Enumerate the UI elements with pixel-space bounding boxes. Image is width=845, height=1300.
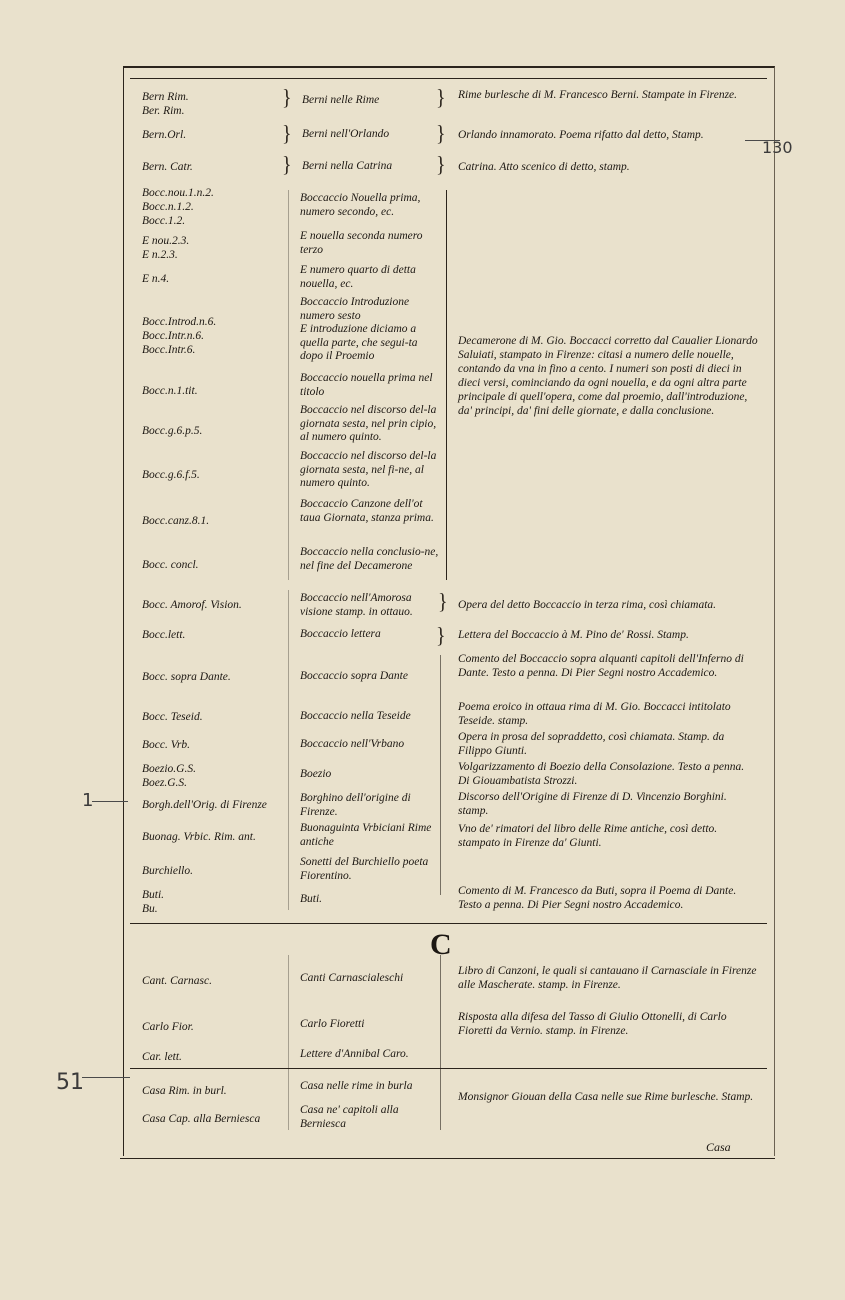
- brace: }: [282, 152, 292, 178]
- brace-column: [288, 955, 289, 1130]
- full-bocc-nou: Boccaccio Nouella prima, numero secondo, ec.: [300, 192, 421, 218]
- full-casa-rim: Casa nelle rime in burla: [300, 1080, 413, 1092]
- full-bocc-amoros: Boccaccio nell'Amorosa visione stamp. in ottauo.: [300, 592, 413, 618]
- brace: }: [436, 85, 446, 111]
- margin-note-top-right: 130: [762, 138, 793, 157]
- brace-column: [440, 655, 441, 895]
- margin-note-left-bottom: 51: [56, 1070, 84, 1095]
- full-carlo-fior: Carlo Fioretti: [300, 1018, 365, 1030]
- abbr-bocc-nou: Bocc.nou.1.n.2. Bocc.n.1.2. Bocc.1.2.: [142, 187, 214, 227]
- full-bocc-introd: Boccaccio Introduzione numero sesto E introduzione diciamo a quella parte, che segui-ta dopo il Proemio: [300, 296, 418, 362]
- full-bocc-sopra-dante: Boccaccio sopra Dante: [300, 670, 408, 682]
- abbr-bern-rim: Bern Rim. Ber. Rim.: [142, 91, 189, 117]
- source-bocc-vrb: Opera in prosa del sopraddetto, così chiamata. Stamp. da Filippo Giunti.: [458, 731, 725, 757]
- abbr-bocc-g6p5: Bocc.g.6.p.5.: [142, 425, 203, 437]
- full-bocc-g6f5: Boccaccio nel discorso del-la giornata sesta, nel fi-ne, al numero quinto.: [300, 450, 437, 489]
- abbr-bocc-canz: Bocc.canz.8.1.: [142, 515, 210, 527]
- brace-column: [288, 590, 289, 910]
- source-boezio: Volgarizzamento di Boezio della Consolazione. Testo a penna. Di Giouambatista Strozzi.: [458, 761, 745, 787]
- abbr-bocc-amoros: Bocc. Amorof. Vision.: [142, 599, 242, 611]
- source-casa: Monsignor Giouan della Casa nelle sue Rime burlesche. Stamp.: [458, 1091, 754, 1103]
- abbr-buti: Buti. Bu.: [142, 889, 165, 915]
- source-bern-catr: Catrina. Atto scenico di detto, stamp.: [458, 161, 630, 173]
- abbr-buonag: Buonag. Vrbic. Rim. ant.: [142, 831, 256, 843]
- brace: }: [436, 152, 446, 178]
- brace: }: [436, 121, 446, 147]
- brace: }: [282, 85, 292, 111]
- full-boezio: Boezio: [300, 768, 332, 780]
- full-e-n4: E numero quarto di detta nouella, ec.: [300, 264, 416, 290]
- abbr-bern-catr: Bern. Catr.: [142, 161, 193, 173]
- abbr-e-n4: E n.4.: [142, 273, 170, 285]
- full-bocc-concl: Boccaccio nella conclusio-ne, nel fine del Decamerone: [300, 546, 439, 572]
- full-bocc-vrb: Boccaccio nell'Vrbano: [300, 738, 405, 750]
- source-buonag: Vno de' rimatori del libro delle Rime antiche, così detto. stampato in Firenze da' Giunti.: [458, 823, 718, 849]
- brace: }: [438, 589, 448, 615]
- abbr-bocc-vrb: Bocc. Vrb.: [142, 739, 191, 751]
- full-buonag: Buonaguinta Vrbiciani Rime antiche: [300, 822, 432, 848]
- abbr-bocc-n1-tit: Bocc.n.1.tit.: [142, 385, 198, 397]
- abbr-casa-rim: Casa Rim. in burl.: [142, 1085, 227, 1097]
- source-bocc-amoros: Opera del detto Boccaccio in terza rima, così chiamata.: [458, 599, 717, 611]
- abbr-bocc-concl: Bocc. concl.: [142, 559, 199, 571]
- top-rule: [130, 78, 767, 79]
- bottom-rule: [120, 1158, 775, 1159]
- brace-column: [440, 955, 441, 1130]
- full-bocc-lett: Boccaccio lettera: [300, 628, 381, 640]
- abbr-bocc-g6f5: Bocc.g.6.f.5.: [142, 469, 200, 481]
- full-casa-cap: Casa ne' capitoli alla Berniesca: [300, 1104, 399, 1130]
- abbr-burchiello: Burchiello.: [142, 865, 193, 877]
- source-bocc-lett: Lettera del Boccaccio à M. Pino de' Rossi. Stamp.: [458, 629, 689, 641]
- source-borgh: Discorso dell'Origine di Firenze di D. Vincenzio Borghini. stamp.: [458, 791, 727, 817]
- abbr-cant-carnasc: Cant. Carnasc.: [142, 975, 212, 987]
- abbr-casa-cap: Casa Cap. alla Berniesca: [142, 1113, 261, 1125]
- abbr-borgh: Borgh.dell'Orig. di Firenze: [142, 799, 267, 811]
- source-bern-rim: Rime burlesche di M. Francesco Berni. Stampate in Firenze.: [458, 89, 738, 101]
- section-rule-top: [130, 923, 767, 924]
- brace-column: [288, 190, 289, 580]
- full-cant-carnasc: Canti Carnascialeschi: [300, 972, 404, 984]
- abbr-bocc-teseid: Bocc. Teseid.: [142, 711, 203, 723]
- decameron-bracket: [446, 190, 447, 580]
- full-burchiello: Sonetti del Burchiello poeta Fiorentino.: [300, 856, 429, 882]
- abbr-bocc-lett: Bocc.lett.: [142, 629, 186, 641]
- abbr-car-lett: Car. lett.: [142, 1051, 182, 1063]
- full-bocc-canz: Boccaccio Canzone dell'ot taua Giornata, stanza prima.: [300, 498, 434, 524]
- section-letter: C: [430, 928, 452, 961]
- full-borgh: Borghino dell'origine di Firenze.: [300, 792, 411, 818]
- abbr-bocc-introd: Bocc.Introd.n.6. Bocc.Intr.n.6. Bocc.Intr.6.: [142, 316, 217, 356]
- section-rule-mid: [130, 1068, 767, 1069]
- source-carlo-fior: Risposta alla difesa del Tasso di Giulio Ottonelli, di Carlo Fioretti da Vernio. stamp. in Firenze.: [458, 1011, 727, 1037]
- abbr-boezio: Boezio.G.S. Boez.G.S.: [142, 763, 196, 789]
- catchword: Casa: [706, 1140, 731, 1154]
- full-bern-orl: Berni nell'Orlando: [302, 128, 390, 140]
- source-buti: Comento di M. Francesco da Buti, sopra il Poema di Dante. Testo a penna. Di Pier Segni nostro Accademico.: [458, 885, 737, 911]
- source-bocc-sopra-dante: Comento del Boccaccio sopra alquanti capitoli dell'Inferno di Dante. Testo a penna. Di Pier Segni nostro Accademico.: [458, 653, 744, 679]
- source-cant-carnasc: Libro di Canzoni, le quali si cantauano il Carnasciale in Firenze alle Mascherate. stamp. in Firenze.: [458, 965, 757, 991]
- abbr-carlo-fior: Carlo Fior.: [142, 1021, 194, 1033]
- full-car-lett: Lettere d'Annibal Caro.: [300, 1048, 409, 1060]
- abbr-bocc-sopra-dante: Bocc. sopra Dante.: [142, 671, 231, 683]
- pencil-line: [82, 1077, 130, 1078]
- source-bocc-teseid: Poema eroico in ottaua rima di M. Gio. Boccacci intitolato Teseide. stamp.: [458, 701, 731, 727]
- brace: }: [436, 623, 446, 649]
- full-e-nou: E nouella seconda numero terzo: [300, 230, 423, 256]
- abbr-bern-orl: Bern.Orl.: [142, 129, 187, 141]
- abbr-e-nou: E nou.2.3. E n.2.3.: [142, 235, 190, 261]
- full-bern-catr: Berni nella Catrina: [302, 160, 393, 172]
- brace: }: [282, 121, 292, 147]
- source-bern-orl: Orlando innamorato. Poema rifatto dal detto, Stamp.: [458, 129, 704, 141]
- full-bocc-g6p5: Boccaccio nel discorso del-la giornata sesta, nel prin cipio, al numero quinto.: [300, 404, 437, 443]
- pencil-line: [92, 801, 128, 802]
- margin-note-left-mid: 1: [82, 790, 94, 811]
- source-decameron: Decamerone di M. Gio. Boccacci corretto dal Caualier Lionardo Saluiati, stampato in Firenze: citasi a numero delle nouelle, contando da vna in fino a cento. I numeri son posti di dieci in dieci versi, cominciando da ogni nouella, e da ogni altra parte principale di quell'opera, come dal proemio, dall'introduzione, da' principi, da' fini delle giornate, e dalla conclusione.: [458, 335, 758, 417]
- full-bocc-n1-tit: Boccaccio nouella prima nel titolo: [300, 372, 433, 398]
- full-bern-rim: Berni nelle Rime: [302, 94, 380, 106]
- full-buti: Buti.: [300, 893, 323, 905]
- full-bocc-teseid: Boccaccio nella Teseide: [300, 710, 411, 722]
